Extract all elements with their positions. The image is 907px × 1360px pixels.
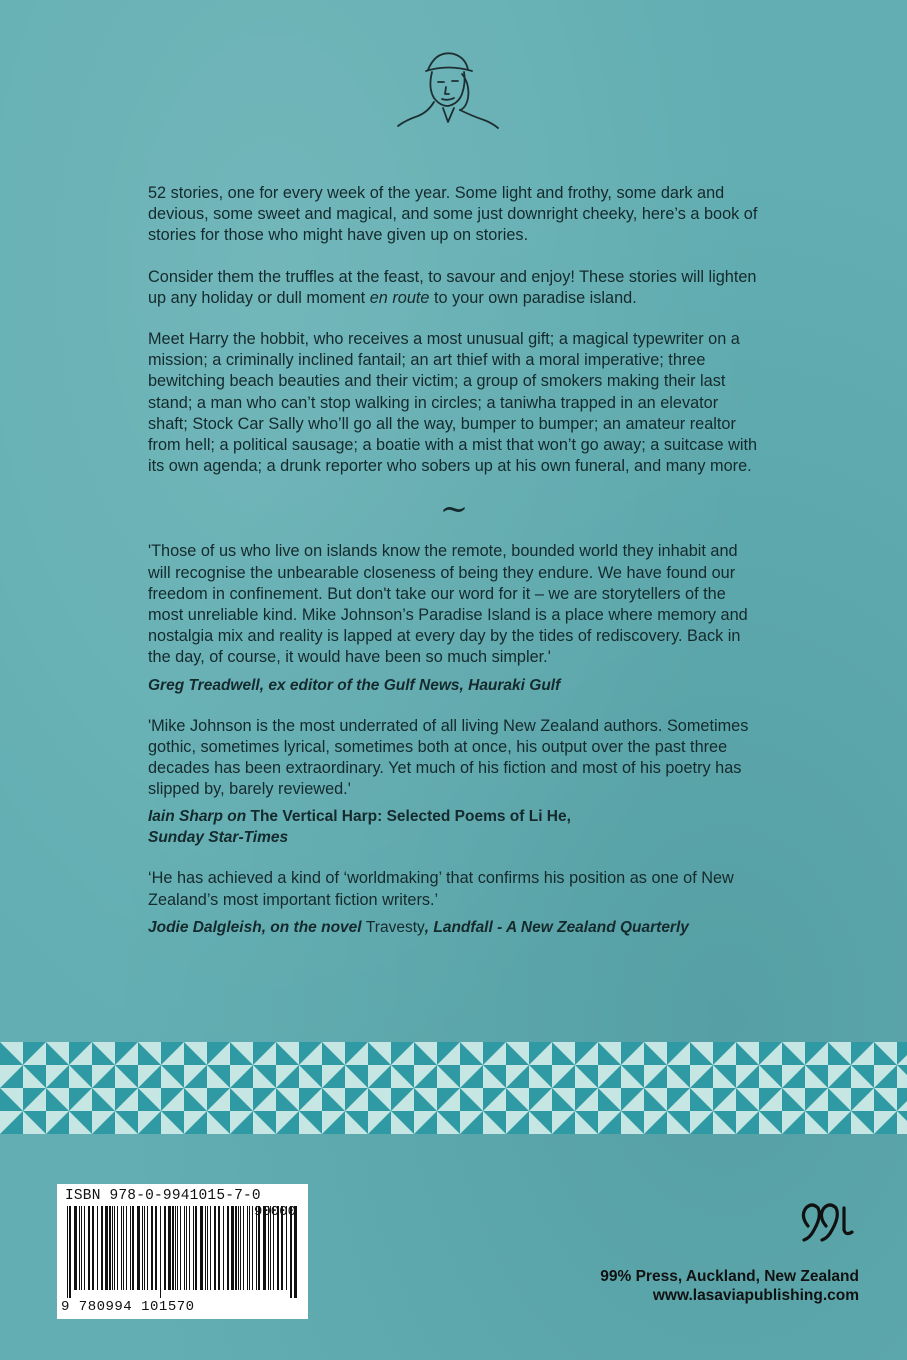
barcode-bar	[88, 1206, 90, 1290]
review-quote-1: 'Those of us who live on islands know the remote, bounded world they inhabit and will recognise the unbearable closeness of being they endure. We have found our freedom in confinement. But don't take our word for it – we are storytellers of the most unreliable kind. Mike Johnson’s Paradise Island is a place where memory and nostalgia mix and reality is lapped at every day by the tides of rediscovery. Back in the day, of course, it would have been so much simpler.'	[148, 542, 748, 667]
barcode-bar	[180, 1206, 181, 1290]
barcode-bar	[238, 1206, 239, 1290]
barcode-bar	[147, 1206, 148, 1290]
blurb-paragraph-2	[148, 267, 760, 309]
barcode-bar	[142, 1206, 143, 1290]
barcode-bar	[172, 1206, 174, 1290]
decorative-pattern-band	[0, 1042, 907, 1134]
barcode-bar	[247, 1206, 248, 1290]
section-divider: ~	[439, 489, 469, 530]
barcode-bar	[137, 1206, 140, 1290]
review-attribution-2-title: The Vertical Harp: Selected Poems of Li He,	[250, 808, 571, 826]
barcode-bar	[109, 1206, 111, 1290]
isbn-barcode	[57, 1184, 308, 1319]
barcode-bar	[67, 1206, 68, 1298]
barcode-bar	[231, 1206, 234, 1290]
barcode-bar	[218, 1206, 220, 1290]
barcode-bar	[168, 1206, 171, 1290]
blurb-paragraph-2-end: to your own paradise island.	[429, 288, 637, 307]
price-addon: 90000	[253, 1204, 296, 1220]
publisher-info	[600, 1267, 859, 1305]
barcode-bar	[79, 1206, 80, 1290]
barcode-bar	[205, 1206, 206, 1290]
barcode-bar	[200, 1206, 203, 1290]
barcode-bar	[144, 1206, 145, 1290]
barcode-bar	[184, 1206, 185, 1290]
author-portrait-icon	[388, 40, 508, 135]
review-quote-2: 'Mike Johnson is the most underrated of all living New Zealand authors. Sometimes gothic, sometimes lyrical, sometimes both at once, his output over the past three decades has been extraordinary. Yet much of his fiction and most of his poetry has slipped by, barely reviewed.'	[148, 716, 749, 799]
review-attribution-1: Greg Treadwell, ex editor of the Gulf News, Hauraki Gulf	[148, 676, 561, 694]
barcode-bar	[235, 1206, 237, 1290]
barcode-bar	[227, 1206, 229, 1290]
barcode-bar	[243, 1206, 244, 1290]
barcode-bar	[177, 1206, 178, 1290]
barcode-bar	[101, 1206, 103, 1290]
barcode-bar	[112, 1206, 113, 1290]
publisher-logo-icon	[798, 1196, 858, 1242]
barcode-bar	[193, 1206, 194, 1290]
barcode-bar	[114, 1206, 115, 1290]
blurb-paragraph-1: 52 stories, one for every week of the year. Some light and frothy, some dark and devious, some sweet and magical, and some just downright cheeky, here’s a book of stories for those who might have given up on stories.	[148, 184, 758, 245]
publisher-url[interactable]: www.lasaviapublishing.com	[652, 1287, 859, 1304]
barcode-bar	[207, 1206, 208, 1290]
review-attribution-2	[148, 806, 760, 848]
blurb-paragraph-2-start: Consider them the truffles at the feast, to savour and enjoy! These stories will lighten up any holiday or dull moment	[148, 267, 757, 307]
review-attribution-3-source: , Landfall - A New Zealand Quarterly	[424, 918, 689, 936]
barcode-bar	[175, 1206, 176, 1290]
review-quote-3: ‘He has achieved a kind of ‘worldmaking’ that confirms his position as one of New Zealand’s most important fiction writers.’	[148, 869, 734, 909]
barcode-bar	[117, 1206, 118, 1290]
barcode-digits: 9 780994 101570	[61, 1299, 195, 1315]
review-attribution-3-title: Travesty	[365, 918, 425, 936]
barcode-bar	[186, 1206, 187, 1290]
barcode-bar	[92, 1206, 94, 1290]
barcode-bar	[214, 1206, 216, 1290]
publisher-name: 99% Press, Auckland, New Zealand	[600, 1268, 859, 1285]
barcode-bar	[252, 1206, 253, 1290]
barcode-bar	[121, 1206, 122, 1290]
barcode-bar	[84, 1206, 85, 1290]
barcode-bar	[130, 1206, 131, 1290]
barcode-bar	[189, 1206, 190, 1290]
blurb-paragraph-3: Meet Harry the hobbit, who receives a most unusual gift; a magical typewriter on a mission; a criminally inclined fantail; an art thief with a moral imperative; three bewitching beach beauties and their victim; a group of smokers making their last stand; a man who can’t stop walking in circles; a taniwha trapped in an elevator shaft; Stock Car Sally who’ll go all the way, bumper to bumper; an amateur realtor from hell; a political sausage; a boatie with a mist that won’t go away; a suitcase with its own agenda; a drunk reporter who sobers up at his own funeral, and many more.	[148, 330, 758, 476]
isbn-number: ISBN 978-0-9941015-7-0	[65, 1188, 261, 1204]
barcode-bar	[126, 1206, 127, 1290]
barcode-bar	[74, 1206, 77, 1290]
barcode-bar	[69, 1206, 71, 1298]
barcode-bar	[223, 1206, 224, 1290]
review-attribution-3	[148, 917, 760, 938]
back-cover-text	[148, 183, 760, 958]
review-attribution-3-name: Jodie Dalgleish, on the novel	[148, 918, 366, 936]
review-attribution-2-name: Iain Sharp on	[148, 808, 251, 826]
barcode-bar	[123, 1206, 124, 1290]
barcode-bar	[240, 1206, 241, 1290]
barcode-bar	[105, 1206, 108, 1290]
barcode-bar	[155, 1206, 157, 1290]
blurb-paragraph-2-italic: en route	[369, 288, 430, 307]
barcode-bar	[81, 1206, 82, 1290]
barcode-bar	[249, 1206, 250, 1290]
barcode-bar	[132, 1206, 134, 1290]
barcode-bar	[97, 1206, 98, 1290]
barcode-bar	[160, 1206, 161, 1298]
barcode-bar	[210, 1206, 211, 1290]
barcode-bar	[195, 1206, 197, 1290]
review-attribution-2-source: Sunday Star-Times	[148, 829, 289, 847]
barcode-bar	[151, 1206, 153, 1290]
barcode-bar	[164, 1206, 166, 1290]
